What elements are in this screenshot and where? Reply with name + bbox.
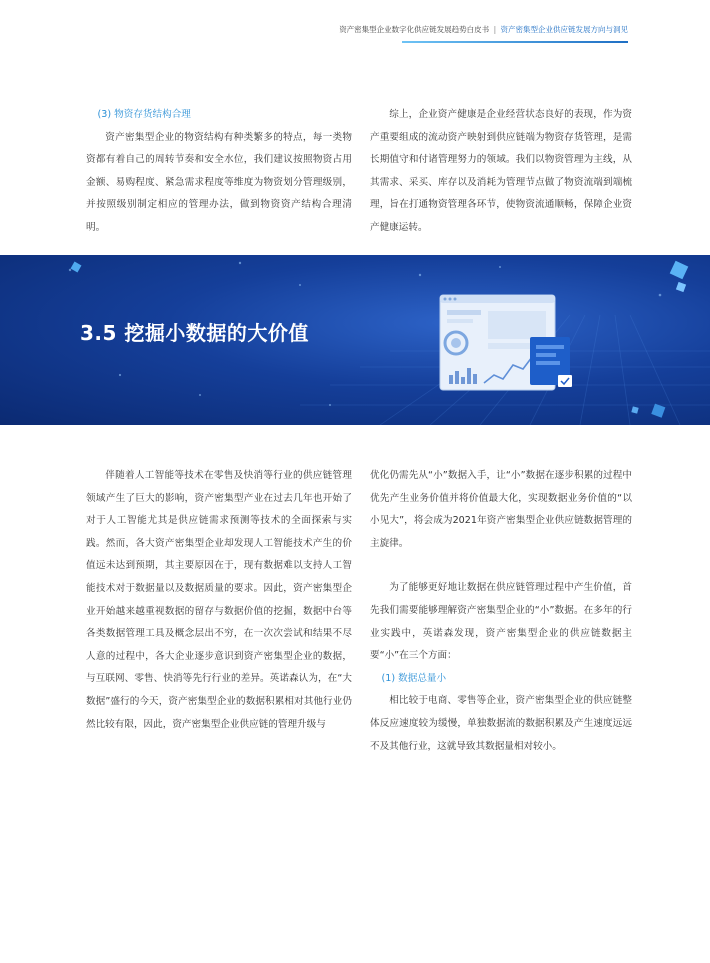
paragraph	[370, 465, 632, 555]
text-line: 按照级别制定相应的管理办法，做到物资资产结构合理清明。	[86, 199, 353, 233]
text-line: 资都有着自己的周转节奏和安全水位，我们建议按照物资占用	[86, 154, 352, 166]
paragraph	[370, 690, 632, 758]
text-line: 伴随着人工智能等技术在零售及快消等行业的供应链	[105, 470, 333, 481]
bottom-right-column	[370, 465, 632, 758]
text-line: 小见大”，将会成为2021年资产密集型企业供应链数据管理的	[370, 515, 632, 527]
paragraph	[86, 127, 352, 240]
text-line: 业仍然比较有限，因此，资产密集型企业供应链的管理升级与	[86, 695, 352, 730]
header-section-title: 资产密集型企业供应链发展方向与洞见	[500, 25, 628, 34]
top-right-column	[370, 104, 632, 240]
text-line: 产重要组成的流动资产映射到供应链端为物资存货管理，是需	[370, 131, 632, 143]
text-line: 优先产生业务价值并将价值最大化，实现数据业务价值的“以	[370, 492, 632, 504]
text-line: 金额、易购程度、紧急需求程度等维度为物资划分管理级别，并	[86, 176, 352, 211]
text-line: “大数据”盛行的今天，资产密集型企业的数据积累相对其他行	[86, 673, 352, 707]
text-line: 不及其他行业，这就导致其数据量相对较小。	[370, 740, 562, 752]
text-line: 业实践中，英诺森发现，资产密集型企业的供应链数据主要	[370, 627, 632, 662]
running-header	[339, 24, 628, 35]
text-line: 健康运转。	[379, 221, 428, 233]
text-line: 综上，企业资产健康是企业经营状态良好的表现，作为资	[389, 109, 632, 120]
text-line: 为了能够更好地让数据在供应链管理过程中产生价值，首	[389, 582, 632, 594]
subheading-inventory-structure: (3) 物资存货结构合理	[97, 109, 191, 120]
paragraph	[86, 465, 352, 736]
text-line: 管理领域产生了巨大的影响，资产密集型产业在过去几年也开始	[86, 470, 353, 504]
paragraph-spacer	[370, 555, 632, 577]
subheading-data-volume: (1) 数据总量小	[381, 672, 447, 684]
text-line: 价值远未达到预期，其主要原因在于，现有数据难以支持人工	[86, 537, 352, 572]
text-line: 企业开始越来越重视数据的留存与数据价值的挖掘，数据中台	[86, 582, 352, 617]
top-left-column	[86, 104, 352, 240]
dashboard-illustration	[440, 295, 572, 390]
text-line: 长期值守和付诸管理努力的领域。我们以物资管理为主线，从	[370, 154, 632, 166]
text-line: 智能技术对于数据量以及数据质量的要求。因此，资产密集型	[86, 560, 352, 594]
text-line: 实践。然而，各大资产密集型企业却发现人工智能技术产生的	[86, 515, 352, 549]
text-line: 优化仍需先从“小”数据入手，让“小”数据在逐步积累的过程中	[370, 470, 632, 481]
text-line: 据，与互联网、零售、快消等先行行业的差异。英诺森认为，在	[86, 650, 353, 685]
header-accent-bar	[402, 41, 628, 43]
text-line: 理，旨在打通物资管理各环节，使物资流通顺畅，保障企业资产	[370, 199, 632, 233]
text-line: 体反应速度较为缓慢，单独数据流的数据积累及产生速度远远	[370, 717, 632, 729]
text-line: 了对于人工智能尤其是供应链需求预测等技术的全面探索与	[86, 492, 352, 527]
header-separator: |	[493, 25, 497, 34]
text-line: 等各类数据管理工具及概念层出不穷，在一次次尝试和结果不	[86, 605, 352, 640]
bottom-left-column	[86, 465, 352, 736]
text-line: 相比较于电商、零售等企业，资产密集型企业的供应链整	[389, 695, 632, 707]
text-line: 先我们需要能够理解资产密集型企业的“小”数据。在多年的行	[370, 604, 632, 616]
paragraph	[370, 104, 632, 240]
text-line: “小”在三个方面：	[379, 650, 457, 662]
text-line: 尽人意的过程中，各大企业逐步意识到资产密集型企业的数	[86, 628, 352, 662]
header-doc-title: 资产密集型企业数字化供应链发展趋势白皮书	[339, 25, 490, 34]
section-banner	[0, 255, 710, 425]
text-line: 其需求、采买、库存以及消耗为管理节点做了物资流端到端梳	[370, 176, 632, 188]
section-title: 3.5 挖掘小数据的大价值	[80, 321, 309, 345]
text-line: 资产密集型企业的物资结构有种类繁多的特点，每一类物	[105, 131, 352, 143]
text-line: 主旋律。	[370, 537, 409, 549]
paragraph	[370, 577, 632, 667]
